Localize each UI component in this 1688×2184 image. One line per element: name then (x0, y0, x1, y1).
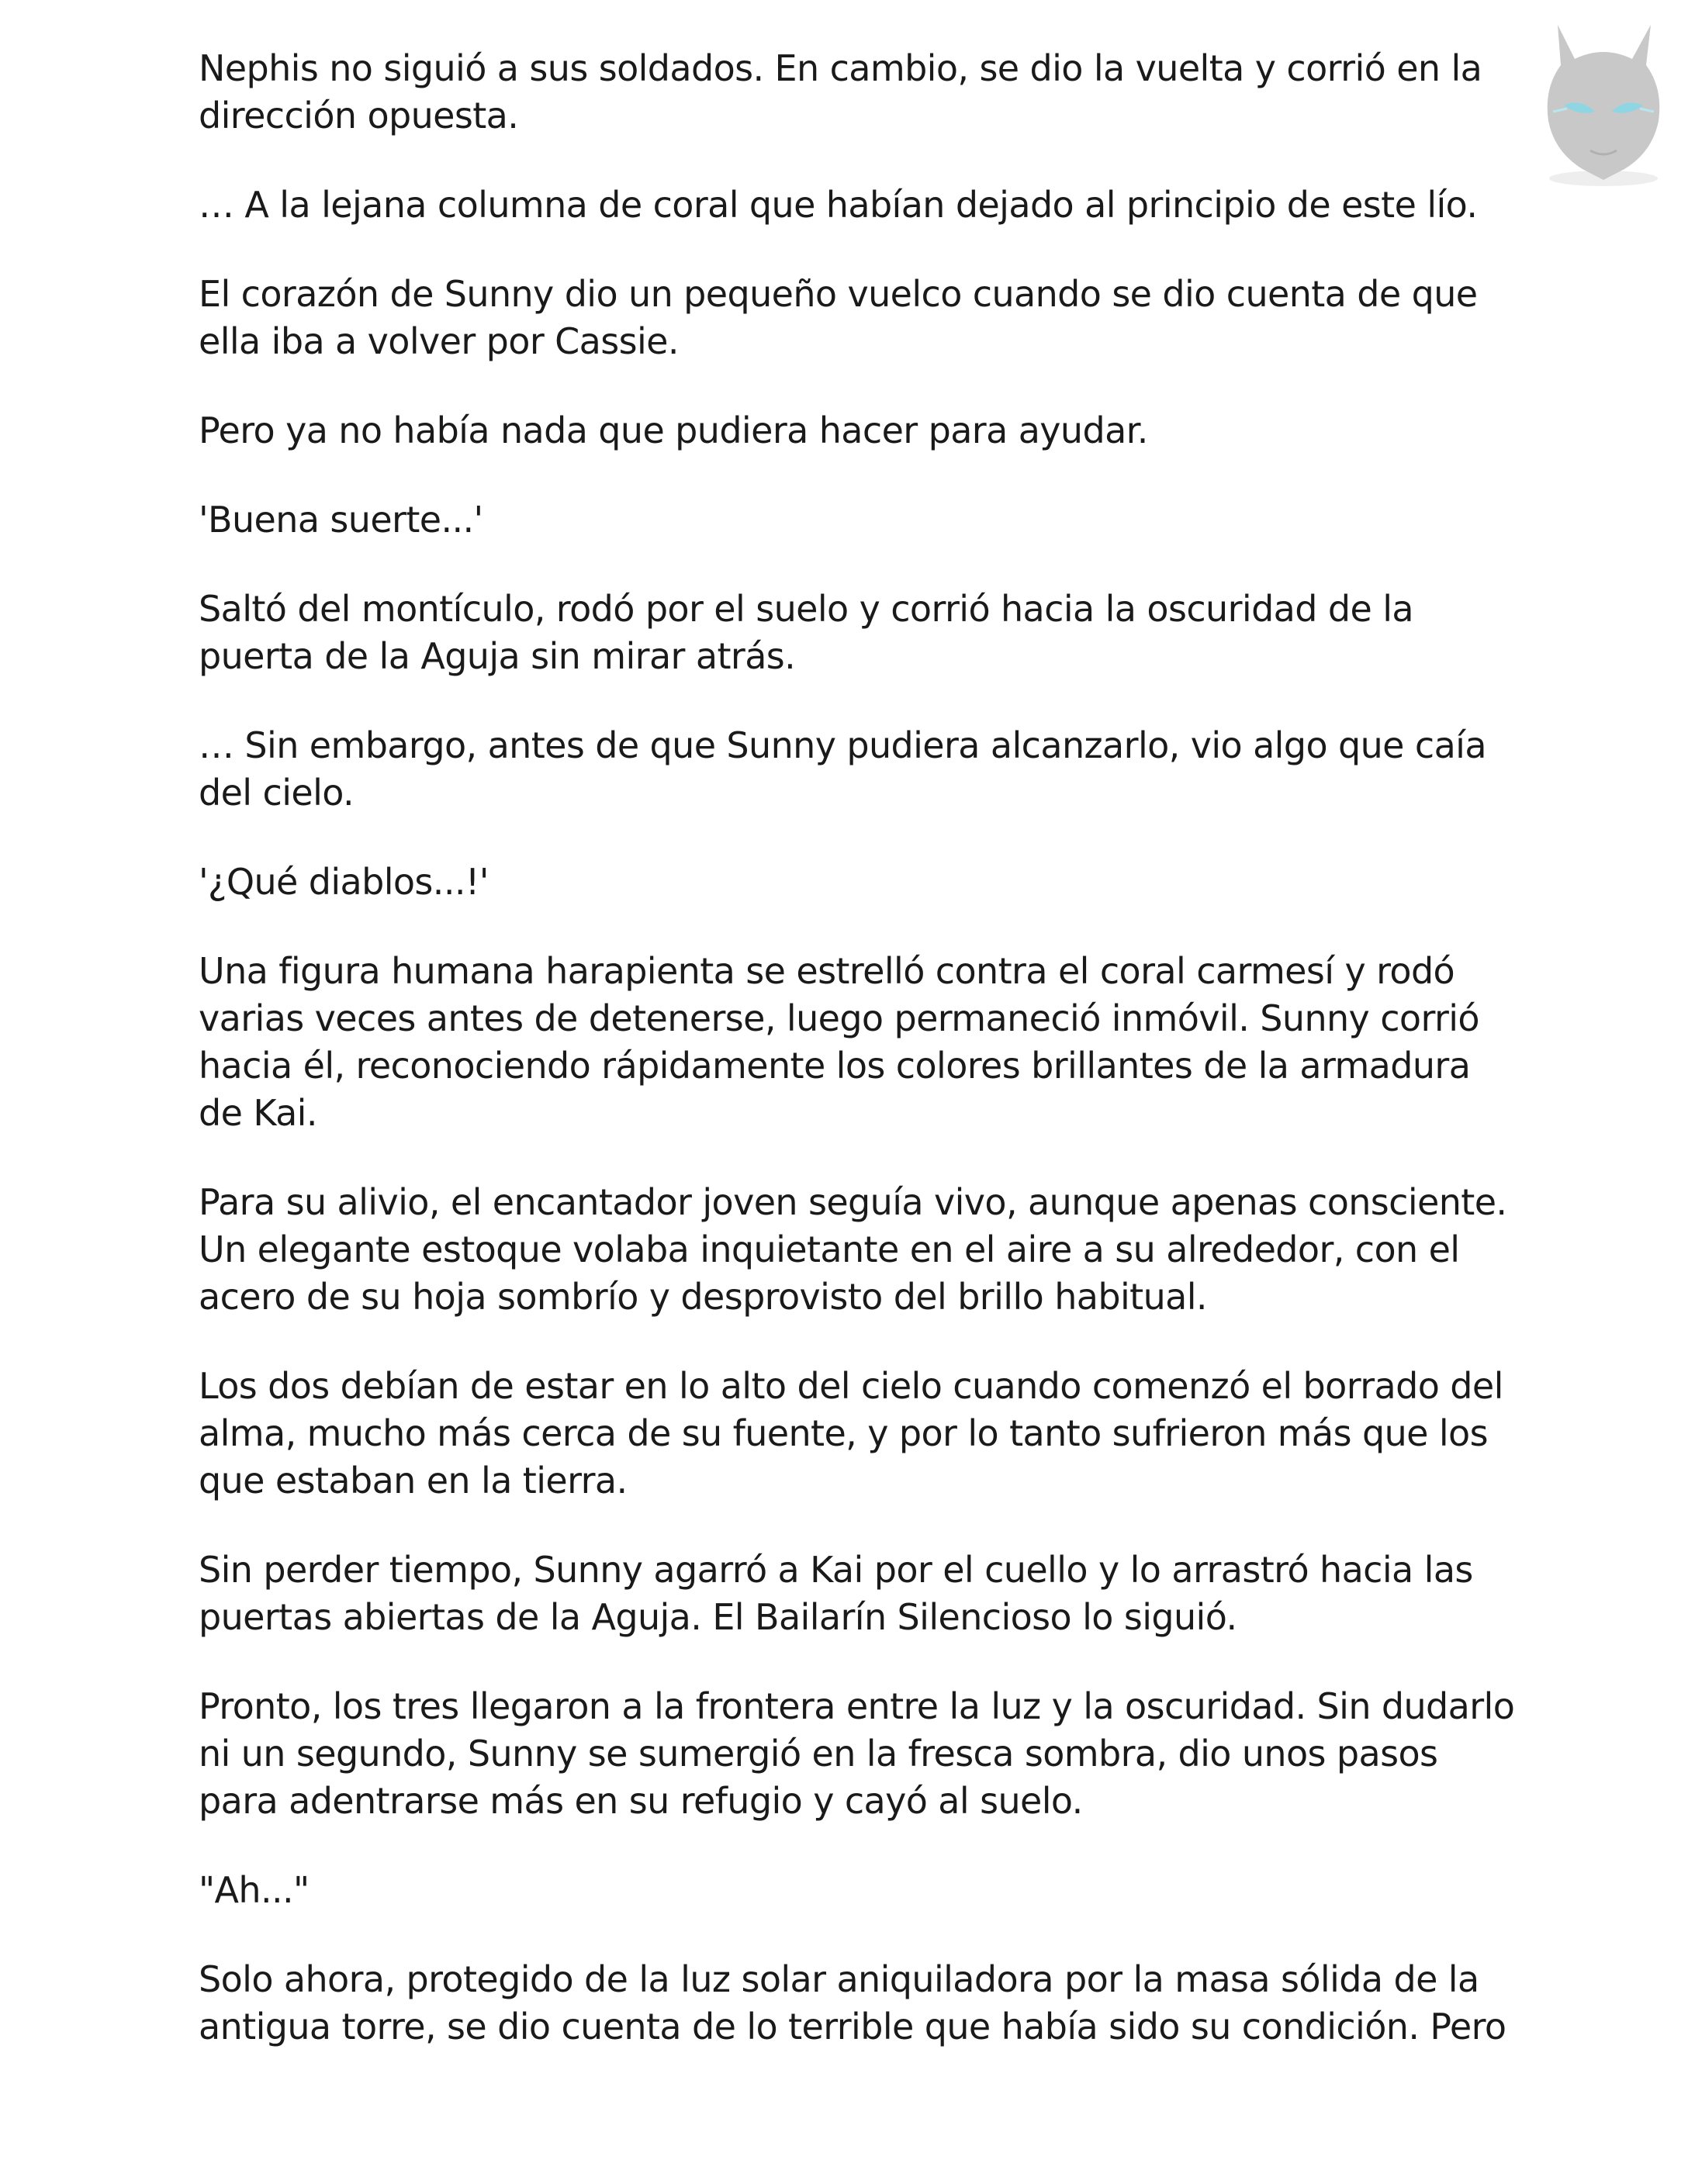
paragraph: … A la lejana columna de coral que habían dejado al principio de este lío. (199, 184, 1478, 226)
horned-demon-mask-icon (1530, 14, 1677, 192)
chapter-text (199, 45, 1517, 2092)
paragraph: 'Buena suerte...' (199, 499, 483, 541)
paragraph: Los dos debían de estar en lo alto del cielo cuando comenzó el borrado del alma, mucho más cerca de su fuente, y por lo tanto sufrieron más que los que estaban en la tierra. (199, 1365, 1503, 1502)
paragraph: Pero ya no había nada que pudiera hacer para ayudar. (199, 410, 1148, 451)
paragraph: Pronto, los tres llegaron a la frontera entre la luz y la oscuridad. Sin dudarlo ni un segundo, Sunny se sumergió en la fresca sombra, dio unos pasos para adentrarse más en su refugio y cayó al suelo. (199, 1685, 1515, 1822)
paragraph: "Ah..." (199, 1869, 310, 1911)
paragraph: Para su alivio, el encantador joven seguía vivo, aunque apenas consciente. Un elegante estoque volaba inquietante en el aire a su alrededor, con el acero de su hoja sombrío y desprovisto del brillo habitual. (199, 1181, 1507, 1318)
paragraph: '¿Qué diablos...!' (199, 861, 489, 903)
paragraph: Nephis no siguió a sus soldados. En cambio, se dio la vuelta y corrió en la dirección opuesta. (199, 47, 1482, 136)
paragraph: El corazón de Sunny dio un pequeño vuelco cuando se dio cuenta de que ella iba a volver por Cassie. (199, 273, 1478, 362)
paragraph: Sin perder tiempo, Sunny agarró a Kai por el cuello y lo arrastró hacia las puertas abiertas de la Aguja. El Bailarín Silencioso lo siguió. (199, 1549, 1473, 1638)
paragraph: Solo ahora, protegido de la luz solar aniquiladora por la masa sólida de la antigua torre, se dio cuenta de lo terrible que había sido su condición. Pero (199, 1958, 1506, 2047)
paragraph: … Sin embargo, antes de que Sunny pudiera alcanzarlo, vio algo que caía del cielo. (199, 724, 1486, 814)
paragraph: Una figura humana harapienta se estrelló contra el coral carmesí y rodó varias veces antes de detenerse, luego permaneció inmóvil. Sunny corrió hacia él, reconociendo rápidamente los colores brillantes de la armadura de Kai. (199, 950, 1479, 1134)
paragraph: Saltó del montículo, rodó por el suelo y corrió hacia la oscuridad de la puerta de la Aguja sin mirar atrás. (199, 588, 1413, 677)
